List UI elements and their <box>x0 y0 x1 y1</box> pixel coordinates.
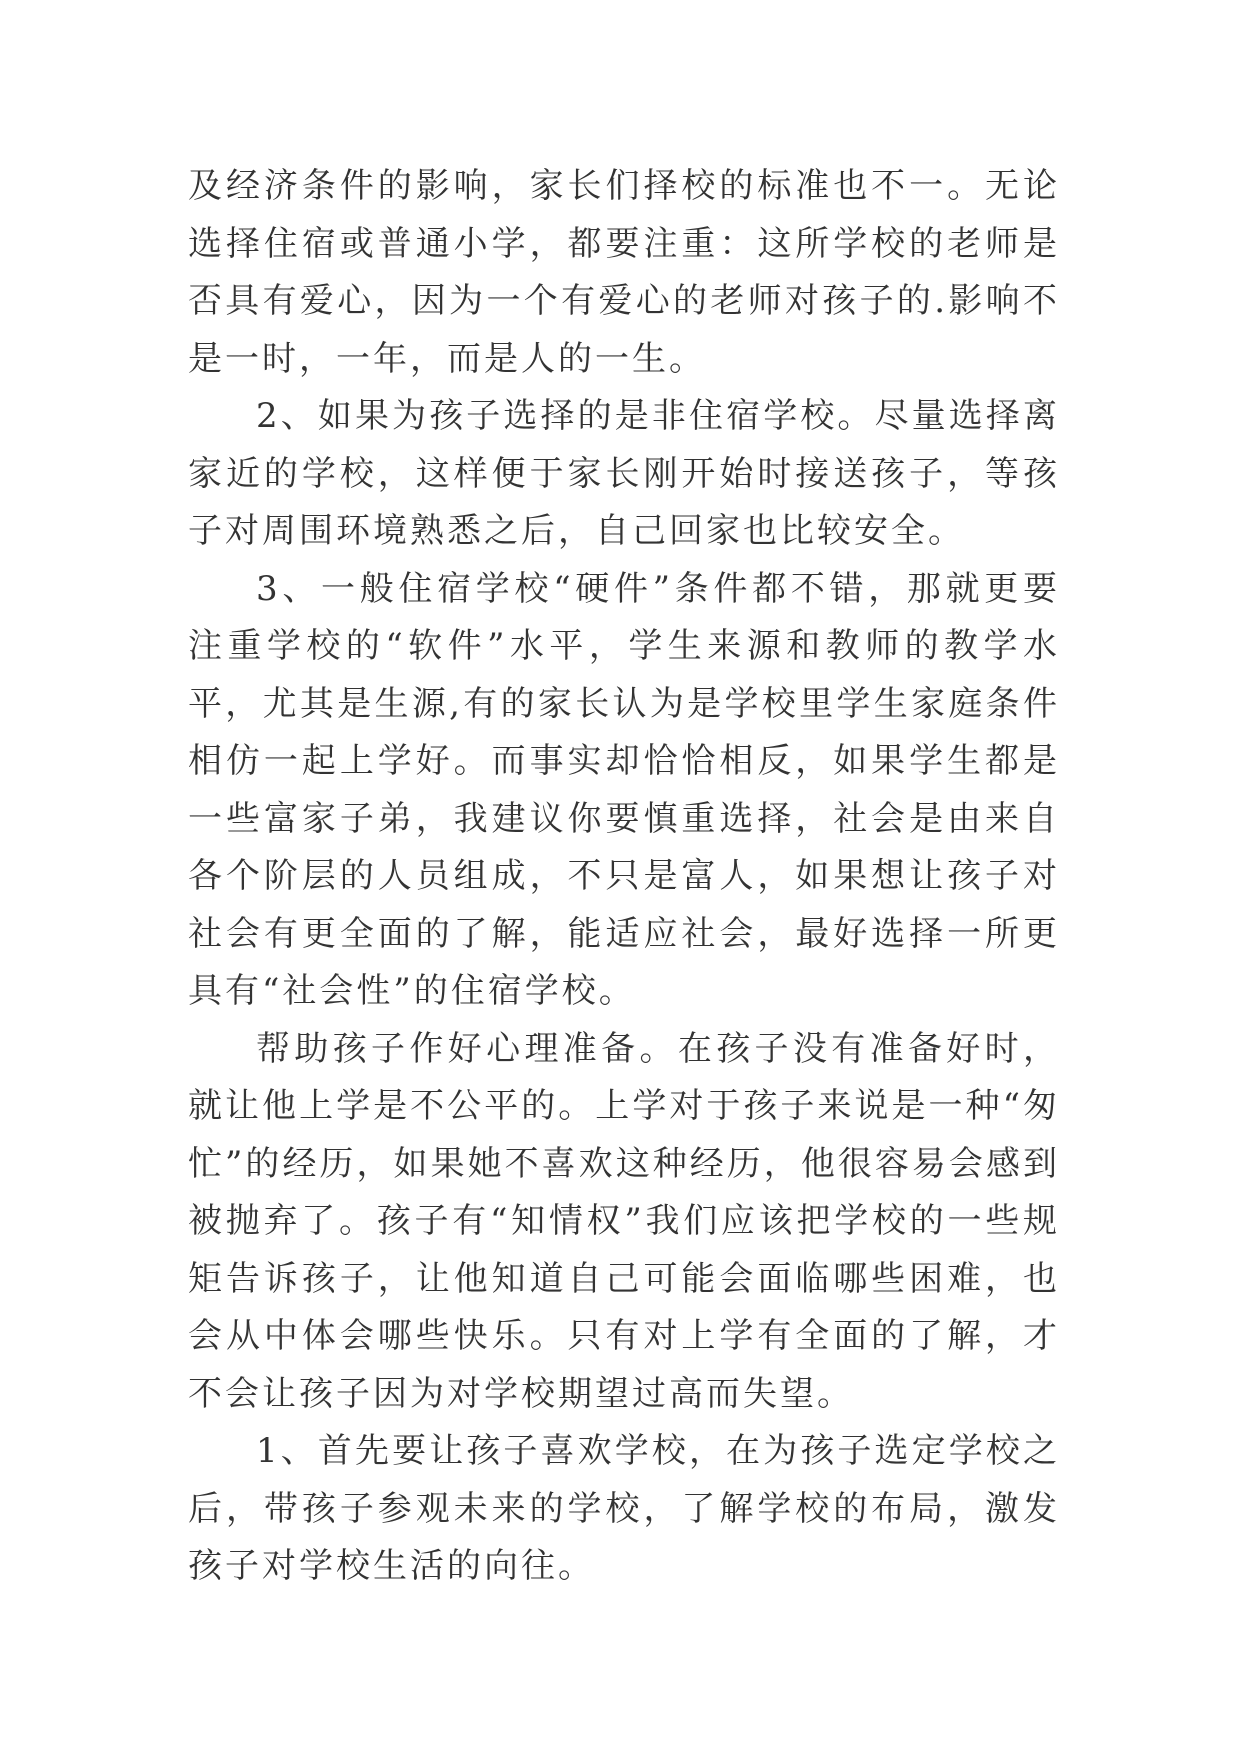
paragraph-point-1: 1、首先要让孩子喜欢学校，在为孩子选定学校之后，带孩子参观未来的学校，了解学校的布局，激发孩子对学校生活的向往。 <box>188 1431 1060 1586</box>
paragraph-point-2: 2、如果为孩子选择的是非住宿学校。尽量选择离家近的学校，这样便于家长刚开始时接送孩子，等孩子对周围环境熟悉之后，自己回家也比较安全。 <box>188 396 1060 551</box>
paragraph-psychological-preparation: 帮助孩子作好心理准备。在孩子没有准备好时，就让他上学是不公平的。上学对于孩子来说是一种“匆忙”的经历，如果她不喜欢这种经历，他很容易会感到被抛弃了。孩子有“知情权”我们应该把学校的一些规矩告诉孩子，让他知道自己可能会面临哪些困难，也会从中体会哪些快乐。只有对上学有全面的了解，才不会让孩子因为对学校期望过高而失望。 <box>188 1028 1060 1414</box>
document-body <box>188 158 1060 1596</box>
paragraph-continuation: 及经济条件的影响，家长们择校的标准也不一。无论选择住宿或普通小学，都要注重：这所学校的老师是否具有爱心，因为一个有爱心的老师对孩子的.影响不是一时，一年，而是人的一生。 <box>188 166 1060 379</box>
paragraph-point-3: 3、一般住宿学校“硬件”条件都不错，那就更要注重学校的“软件”水平，学生来源和教师的教学水平，尤其是生源,有的家长认为是学校里学生家庭条件相仿一起上学好。而事实却恰恰相反，如果学生都是一些富家子弟，我建议你要慎重选择，社会是由来自各个阶层的人员组成，不只是富人，如果想让孩子对社会有更全面的了解，能适应社会，最好选择一所更具有“社会性”的住宿学校。 <box>188 568 1060 1011</box>
